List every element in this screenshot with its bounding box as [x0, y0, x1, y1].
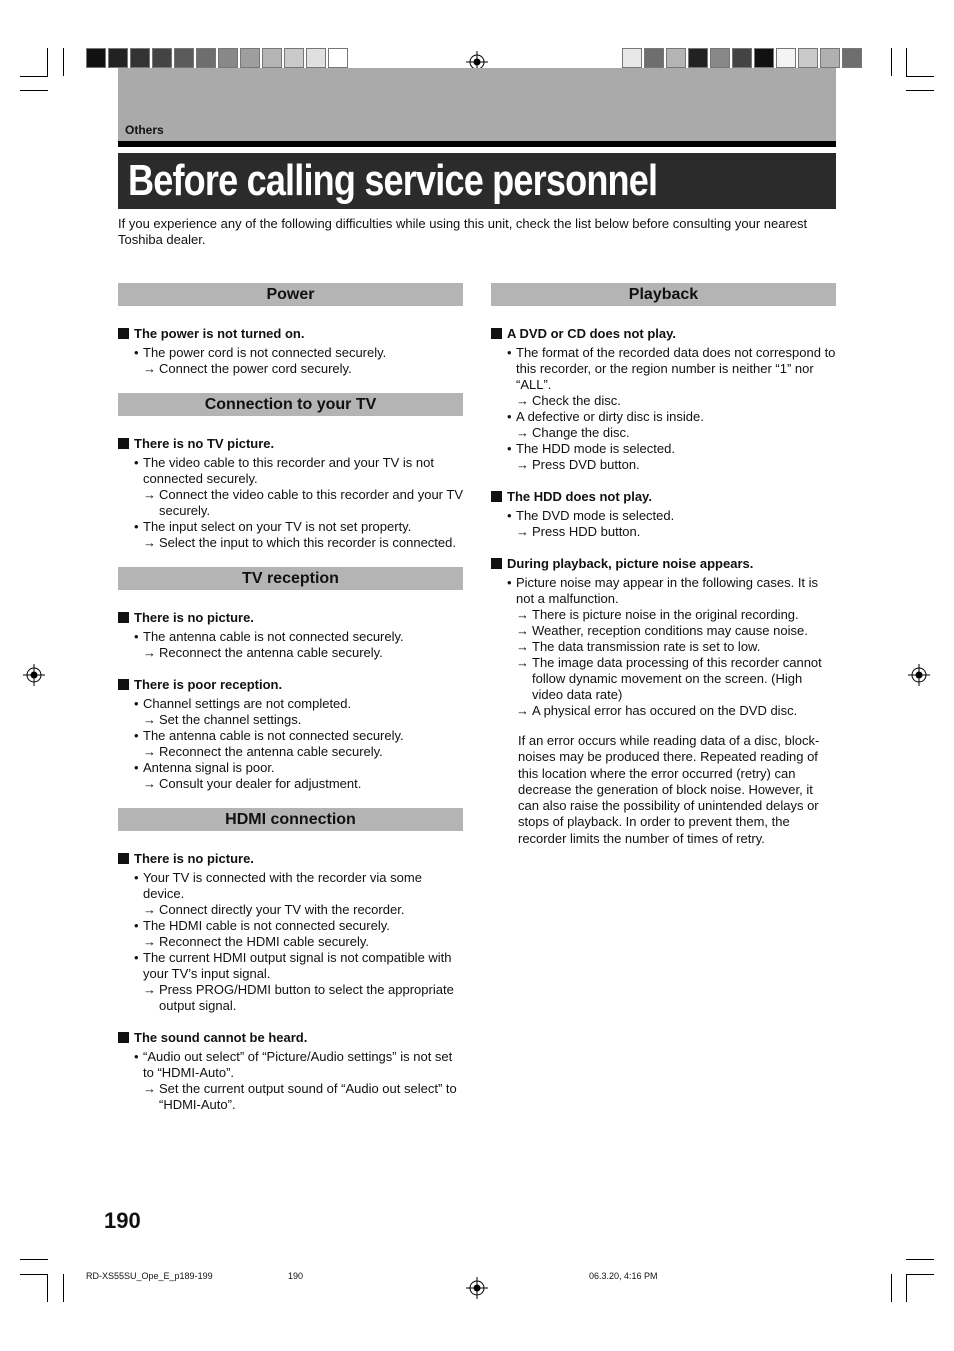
- trouble-item: [118, 1030, 463, 1113]
- color-swatch: [644, 48, 664, 68]
- crop-mark: [63, 1274, 64, 1302]
- line-text: Antenna signal is poor.: [143, 760, 275, 775]
- footer-date: 06.3.20, 4:16 PM: [589, 1271, 658, 1281]
- cause-line: [118, 696, 463, 712]
- color-swatch: [152, 48, 172, 68]
- trouble-title: There is no picture.: [118, 610, 463, 626]
- line-text: Change the disc.: [532, 425, 630, 440]
- arrow-icon: →: [516, 524, 529, 539]
- trouble-item: [118, 436, 463, 551]
- section-heading: Playback: [491, 283, 836, 306]
- line-text: The antenna cable is not connected securely.: [143, 629, 404, 644]
- color-swatch: [306, 48, 326, 68]
- color-swatch: [86, 48, 106, 68]
- trouble-item: [118, 677, 463, 792]
- trouble-title: There is no picture.: [118, 851, 463, 867]
- line-text: Press HDD button.: [532, 524, 641, 539]
- remedy-line: [118, 712, 463, 728]
- trouble-item: [491, 556, 836, 847]
- line-text: Connect directly your TV with the recorder.: [159, 902, 405, 917]
- color-swatch: [174, 48, 194, 68]
- trouble-title: The sound cannot be heard.: [118, 1030, 463, 1046]
- trouble-title: There is poor reception.: [118, 677, 463, 693]
- section-heading: TV reception: [118, 567, 463, 590]
- cause-line: [491, 441, 836, 457]
- section-label: Others: [125, 123, 164, 137]
- cause-line: [118, 870, 463, 902]
- intro-text: If you experience any of the following difficulties while using this unit, check the list below before consulting your nearest Toshiba dealer.: [118, 216, 808, 247]
- registration-mark-icon: [466, 1277, 488, 1299]
- color-swatch: [688, 48, 708, 68]
- arrow-icon: →: [516, 639, 529, 654]
- trouble-item: [491, 326, 836, 473]
- color-swatch: [820, 48, 840, 68]
- remedy-line: [118, 361, 463, 377]
- color-swatch: [842, 48, 862, 68]
- crop-mark: [891, 48, 892, 76]
- line-text: Connect the power cord securely.: [159, 361, 352, 376]
- registration-mark-icon: [23, 664, 45, 686]
- crop-mark: [20, 1274, 48, 1275]
- arrow-icon: →: [143, 982, 156, 997]
- section: [118, 393, 463, 551]
- crop-mark: [891, 1274, 892, 1302]
- line-text: The power cord is not connected securely.: [143, 345, 387, 360]
- cause-line: [118, 760, 463, 776]
- remedy-line: [118, 776, 463, 792]
- line-text: Consult your dealer for adjustment.: [159, 776, 362, 791]
- crop-mark: [906, 1259, 934, 1260]
- arrow-icon: →: [516, 457, 529, 472]
- line-text: The format of the recorded data does not correspond to this recorder, or the region number is neither “1” nor “ALL”.: [516, 345, 836, 392]
- cause-line: [118, 1049, 463, 1081]
- crop-mark: [906, 1274, 934, 1275]
- page-title: Before calling service personnel: [128, 156, 658, 205]
- color-swatch: [798, 48, 818, 68]
- trouble-title: The power is not turned on.: [118, 326, 463, 342]
- cause-line: [118, 918, 463, 934]
- crop-mark: [20, 1259, 48, 1260]
- line-text: Reconnect the antenna cable securely.: [159, 645, 383, 660]
- line-text: A defective or dirty disc is inside.: [516, 409, 704, 424]
- section: [118, 567, 463, 792]
- crop-mark: [47, 48, 48, 76]
- line-text: The data transmission rate is set to low.: [532, 639, 761, 654]
- color-swatch: [754, 48, 774, 68]
- trouble-item: [118, 851, 463, 1014]
- footer-file: RD-XS55SU_Ope_E_p189-199: [86, 1271, 213, 1281]
- section: [118, 808, 463, 1113]
- trouble-title: There is no TV picture.: [118, 436, 463, 452]
- arrow-icon: →: [143, 776, 156, 791]
- arrow-icon: →: [516, 703, 529, 718]
- color-swatch: [196, 48, 216, 68]
- header-rule: [118, 141, 836, 147]
- right-column: [491, 283, 836, 863]
- cause-line: [118, 345, 463, 361]
- remedy-line: [491, 655, 836, 703]
- arrow-icon: →: [516, 655, 529, 670]
- color-swatch: [240, 48, 260, 68]
- line-text: Press DVD button.: [532, 457, 640, 472]
- cause-line: [118, 629, 463, 645]
- line-text: The HDMI cable is not connected securely.: [143, 918, 390, 933]
- note-paragraph: If an error occurs while reading data of a disc, block-noises may be produced there. Repeated reading of this location where the error occurred (retry) can decrease the generation of block noise. However, it can also raise the possibility of unintended delays or stops of playback. In order to prevent them, the recorder limits the number of times of retry.: [518, 733, 820, 846]
- cause-line: [491, 508, 836, 524]
- cause-line: [118, 455, 463, 487]
- remedy-line: [491, 607, 836, 623]
- crop-mark: [20, 90, 48, 91]
- color-swatch: [262, 48, 282, 68]
- remedy-line: [118, 487, 463, 519]
- line-text: The current HDMI output signal is not compatible with your TV’s input signal.: [143, 950, 452, 981]
- footer-page: 190: [288, 1271, 304, 1281]
- line-text: The DVD mode is selected.: [516, 508, 675, 523]
- trouble-title: The HDD does not play.: [491, 489, 836, 505]
- line-text: Picture noise may appear in the following cases. It is not a malfunction.: [516, 575, 819, 606]
- remedy-line: [118, 744, 463, 760]
- line-text: Channel settings are not completed.: [143, 696, 352, 711]
- crop-mark: [906, 1274, 907, 1302]
- line-text: Reconnect the HDMI cable securely.: [159, 934, 370, 949]
- page-number: 190: [104, 1208, 141, 1233]
- line-text: Set the channel settings.: [159, 712, 302, 727]
- crop-mark: [906, 90, 934, 91]
- section: [491, 283, 836, 847]
- remedy-line: [118, 902, 463, 918]
- line-text: Your TV is connected with the recorder via some device.: [143, 870, 422, 901]
- registration-mark-icon: [908, 664, 930, 686]
- remedy-line: [491, 703, 836, 719]
- remedy-line: [491, 524, 836, 540]
- arrow-icon: →: [143, 361, 156, 376]
- header-band: [118, 68, 836, 144]
- arrow-icon: →: [516, 623, 529, 638]
- remedy-line: [491, 425, 836, 441]
- remedy-line: [118, 645, 463, 661]
- line-text: Connect the video cable to this recorder and your TV securely.: [159, 487, 463, 518]
- cause-line: [118, 728, 463, 744]
- left-column: [118, 283, 463, 1129]
- color-swatch: [622, 48, 642, 68]
- trouble-item: [118, 326, 463, 377]
- remedy-line: [118, 1081, 463, 1113]
- line-text: The antenna cable is not connected securely.: [143, 728, 404, 743]
- arrow-icon: →: [143, 487, 156, 502]
- crop-mark: [20, 76, 48, 77]
- cause-line: [118, 519, 463, 535]
- line-text: Press PROG/HDMI button to select the appropriate output signal.: [159, 982, 454, 1013]
- cause-line: [491, 575, 836, 607]
- trouble-item: [118, 610, 463, 661]
- arrow-icon: →: [143, 902, 156, 917]
- remedy-line: [491, 457, 836, 473]
- section-heading: Connection to your TV: [118, 393, 463, 416]
- trouble-item: [491, 489, 836, 540]
- crop-mark: [906, 76, 934, 77]
- title-bar: [118, 153, 836, 209]
- line-text: The input select on your TV is not set property.: [143, 519, 412, 534]
- cause-line: [491, 345, 836, 393]
- arrow-icon: →: [143, 1081, 156, 1096]
- line-text: The image data processing of this recorder cannot follow dynamic movement on the screen. (High video data rate): [532, 655, 822, 702]
- color-swatch: [666, 48, 686, 68]
- arrow-icon: →: [516, 607, 529, 622]
- arrow-icon: →: [516, 393, 529, 408]
- crop-mark: [47, 1274, 48, 1302]
- cause-line: [491, 409, 836, 425]
- arrow-icon: →: [143, 744, 156, 759]
- color-swatch: [130, 48, 150, 68]
- line-text: There is picture noise in the original recording.: [532, 607, 799, 622]
- section-heading: HDMI connection: [118, 808, 463, 831]
- color-bar-right: [622, 48, 864, 68]
- remedy-line: [491, 393, 836, 409]
- section: [118, 283, 463, 377]
- remedy-line: [491, 639, 836, 655]
- trouble-title: During playback, picture noise appears.: [491, 556, 836, 572]
- arrow-icon: →: [143, 645, 156, 660]
- crop-mark: [906, 48, 907, 76]
- trouble-title: A DVD or CD does not play.: [491, 326, 836, 342]
- color-swatch: [710, 48, 730, 68]
- line-text: Weather, reception conditions may cause noise.: [532, 623, 808, 638]
- line-text: The video cable to this recorder and your TV is not connected securely.: [143, 455, 434, 486]
- remedy-line: [491, 623, 836, 639]
- crop-mark: [63, 48, 64, 76]
- remedy-line: [118, 934, 463, 950]
- line-text: The HDD mode is selected.: [516, 441, 675, 456]
- color-swatch: [328, 48, 348, 68]
- cause-line: [118, 950, 463, 982]
- line-text: Reconnect the antenna cable securely.: [159, 744, 383, 759]
- arrow-icon: →: [143, 535, 156, 550]
- line-text: Set the current output sound of “Audio out select” to “HDMI-Auto”.: [159, 1081, 457, 1112]
- line-text: Select the input to which this recorder is connected.: [159, 535, 456, 550]
- color-swatch: [108, 48, 128, 68]
- color-swatch: [732, 48, 752, 68]
- remedy-line: [118, 982, 463, 1014]
- color-bar-left: [86, 48, 350, 68]
- line-text: Check the disc.: [532, 393, 621, 408]
- remedy-line: [118, 535, 463, 551]
- arrow-icon: →: [516, 425, 529, 440]
- section-heading: Power: [118, 283, 463, 306]
- color-swatch: [218, 48, 238, 68]
- arrow-icon: →: [143, 934, 156, 949]
- line-text: A physical error has occured on the DVD disc.: [532, 703, 798, 718]
- color-swatch: [776, 48, 796, 68]
- arrow-icon: →: [143, 712, 156, 727]
- line-text: “Audio out select” of “Picture/Audio settings” is not set to “HDMI-Auto”.: [143, 1049, 453, 1080]
- color-swatch: [284, 48, 304, 68]
